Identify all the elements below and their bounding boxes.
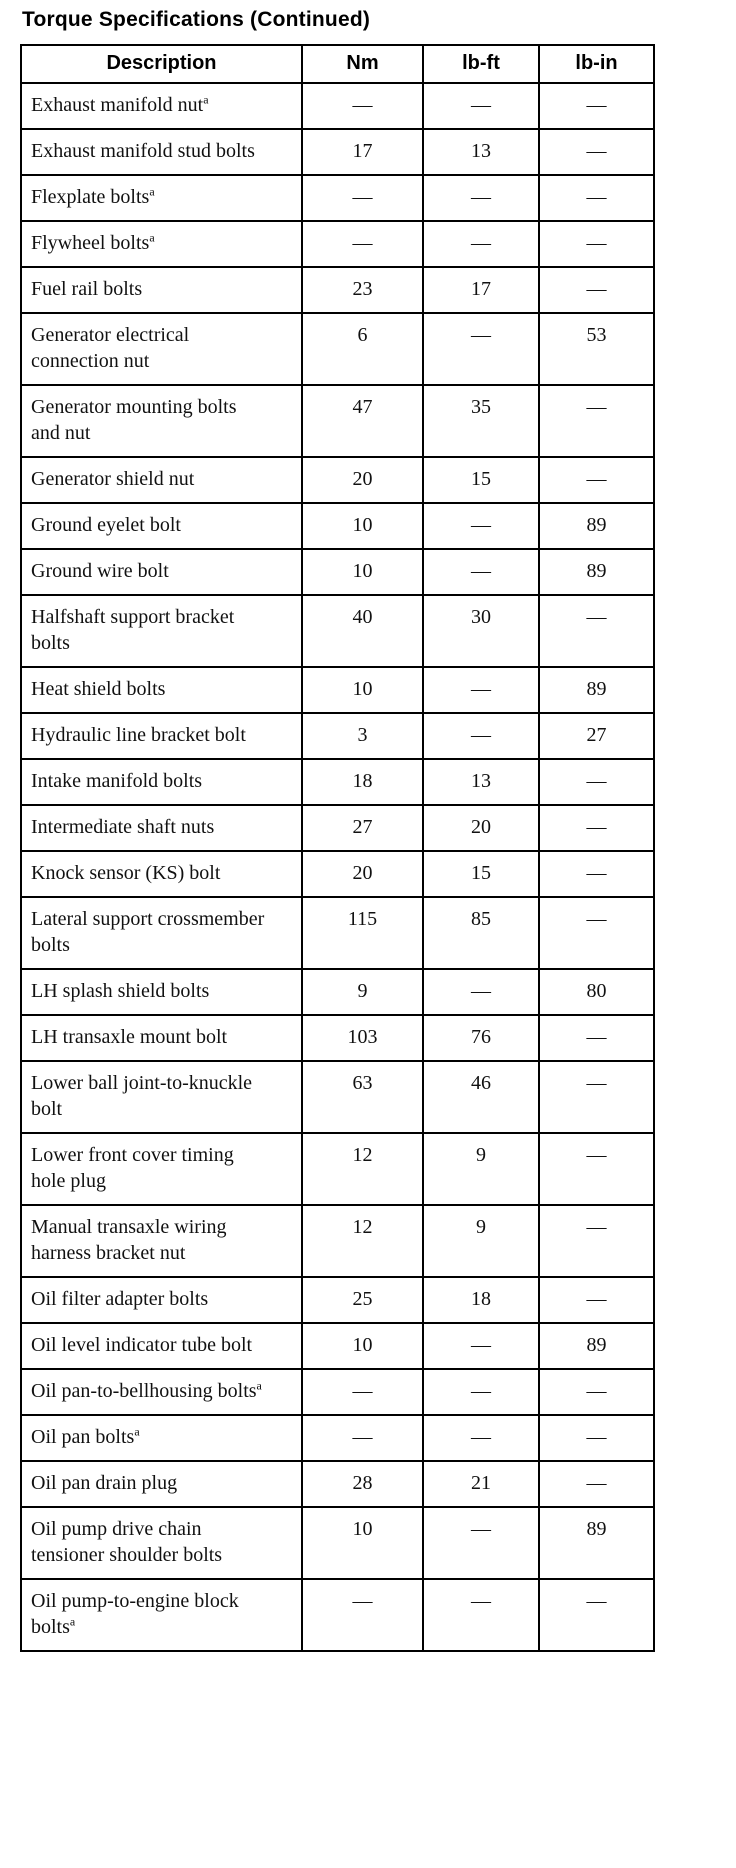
lbin-cell: 89 [539,1323,654,1369]
description-cell: Exhaust manifold stud bolts [21,129,302,175]
lbft-cell: — [423,1369,539,1415]
lbft-cell: — [423,1415,539,1461]
lbin-cell: — [539,175,654,221]
lbin-cell: — [539,457,654,503]
lbin-cell: — [539,129,654,175]
column-header-nm: Nm [302,45,423,83]
lbin-cell: — [539,897,654,969]
lbin-cell: — [539,1061,654,1133]
table-row [21,457,654,503]
description-cell: Lower ball joint-to-knuckle bolt [21,1061,302,1133]
table-row [21,595,654,667]
description-cell: Oil pump-to-engine block bolts$^a$ [21,1579,302,1651]
table-row [21,267,654,313]
lbft-cell: — [423,83,539,129]
nm-cell: 20 [302,851,423,897]
description-cell: Hydraulic line bracket bolt [21,713,302,759]
lbin-cell: — [539,851,654,897]
nm-cell: 115 [302,897,423,969]
lbft-cell: — [423,313,539,385]
description-cell: LH splash shield bolts [21,969,302,1015]
description-cell: Intermediate shaft nuts [21,805,302,851]
description-cell: Oil filter adapter bolts [21,1277,302,1323]
nm-cell: — [302,1369,423,1415]
lbft-cell: — [423,667,539,713]
footnote-marker: a [134,1424,140,1439]
table-row [21,1507,654,1579]
lbin-cell: 89 [539,503,654,549]
lbin-cell: — [539,1277,654,1323]
description-cell: Manual transaxle wiring harness bracket nut [21,1205,302,1277]
nm-cell: 3 [302,713,423,759]
description-cell: Oil pan bolts$^a$ [21,1415,302,1461]
table-row [21,713,654,759]
table-row [21,667,654,713]
column-header-lbft: lb-ft [423,45,539,83]
lbin-cell: — [539,1579,654,1651]
nm-cell: — [302,83,423,129]
nm-cell: — [302,221,423,267]
nm-cell: 10 [302,1507,423,1579]
table-row [21,1133,654,1205]
lbin-cell: 80 [539,969,654,1015]
description-cell: Knock sensor (KS) bolt [21,851,302,897]
description-cell: Oil level indicator tube bolt [21,1323,302,1369]
table-row [21,897,654,969]
description-cell: Heat shield bolts [21,667,302,713]
table-row [21,1277,654,1323]
description-cell: LH transaxle mount bolt [21,1015,302,1061]
lbft-cell: — [423,713,539,759]
description-cell: Fuel rail bolts [21,267,302,313]
nm-cell: 10 [302,1323,423,1369]
page-title: Torque Specifications (Continued) [22,8,371,31]
table-header [21,45,654,83]
lbin-cell: — [539,1369,654,1415]
footnote-marker: a [203,92,209,107]
header-row [21,45,654,83]
lbin-cell: — [539,1461,654,1507]
description-cell: Oil pan-to-bellhousing bolts$^a$ [21,1369,302,1415]
footnote-marker: a [69,1614,76,1629]
lbft-cell: — [423,1323,539,1369]
torque-table-body [21,83,654,1651]
lbft-cell: 76 [423,1015,539,1061]
lbft-cell: 46 [423,1061,539,1133]
nm-cell: 12 [302,1133,423,1205]
nm-cell: 27 [302,805,423,851]
table-row [21,129,654,175]
description-cell: Ground eyelet bolt [21,503,302,549]
description-cell: Generator mounting bolts and nut [21,385,302,457]
torque-spec-table [20,44,655,1652]
table-row [21,1461,654,1507]
lbin-cell: — [539,1205,654,1277]
nm-cell: 103 [302,1015,423,1061]
lbin-cell: — [539,267,654,313]
description-cell: Oil pump drive chain tensioner shoulder bolts [21,1507,302,1579]
lbft-cell: — [423,549,539,595]
nm-cell: 10 [302,549,423,595]
footnote-marker: a [149,184,155,199]
lbft-cell: 20 [423,805,539,851]
nm-cell: 10 [302,667,423,713]
footnote-marker: a [149,230,155,245]
lbin-cell: — [539,1415,654,1461]
table-row [21,969,654,1015]
table-row [21,1323,654,1369]
lbin-cell: 53 [539,313,654,385]
nm-cell: 12 [302,1205,423,1277]
lbft-cell: 13 [423,759,539,805]
footnote-marker: a [256,1378,262,1393]
lbin-cell: — [539,805,654,851]
lbft-cell: — [423,969,539,1015]
table-row [21,385,654,457]
nm-cell: 25 [302,1277,423,1323]
lbft-cell: 9 [423,1205,539,1277]
table-row [21,503,654,549]
table-row [21,759,654,805]
column-header-description: Description [21,45,302,83]
lbft-cell: — [423,175,539,221]
lbft-cell: 18 [423,1277,539,1323]
table-row [21,83,654,129]
nm-cell: — [302,175,423,221]
lbin-cell: — [539,759,654,805]
description-cell: Ground wire bolt [21,549,302,595]
lbft-cell: 9 [423,1133,539,1205]
nm-cell: 6 [302,313,423,385]
nm-cell: 18 [302,759,423,805]
lbin-cell: — [539,595,654,667]
lbft-cell: 13 [423,129,539,175]
nm-cell: — [302,1415,423,1461]
nm-cell: — [302,1579,423,1651]
lbin-cell: 89 [539,667,654,713]
nm-cell: 28 [302,1461,423,1507]
table-row [21,1015,654,1061]
lbft-cell: 21 [423,1461,539,1507]
description-cell: Lower front cover timing hole plug [21,1133,302,1205]
column-header-lbin: lb-in [539,45,654,83]
lbin-cell: — [539,221,654,267]
lbin-cell: 27 [539,713,654,759]
lbin-cell: — [539,1133,654,1205]
table-row [21,175,654,221]
nm-cell: 23 [302,267,423,313]
description-cell: Intake manifold bolts [21,759,302,805]
description-cell: Flywheel bolts$^a$ [21,221,302,267]
table-row [21,1205,654,1277]
nm-cell: 40 [302,595,423,667]
lbin-cell: 89 [539,1507,654,1579]
table-row [21,221,654,267]
description-cell: Lateral support crossmember bolts [21,897,302,969]
lbft-cell: 30 [423,595,539,667]
lbft-cell: 35 [423,385,539,457]
table-row [21,805,654,851]
description-cell: Halfshaft support bracket bolts [21,595,302,667]
lbft-cell: — [423,1507,539,1579]
table-row [21,1579,654,1651]
table-row [21,313,654,385]
lbin-cell: — [539,385,654,457]
lbft-cell: 17 [423,267,539,313]
nm-cell: 10 [302,503,423,549]
table-row [21,851,654,897]
nm-cell: 17 [302,129,423,175]
lbft-cell: 85 [423,897,539,969]
description-cell: Exhaust manifold nut$^a$ [21,83,302,129]
description-cell: Flexplate bolts$^a$ [21,175,302,221]
nm-cell: 47 [302,385,423,457]
description-cell: Oil pan drain plug [21,1461,302,1507]
lbft-cell: — [423,1579,539,1651]
lbin-cell: — [539,83,654,129]
lbin-cell: — [539,1015,654,1061]
lbft-cell: 15 [423,457,539,503]
nm-cell: 9 [302,969,423,1015]
lbft-cell: — [423,221,539,267]
nm-cell: 20 [302,457,423,503]
lbft-cell: 15 [423,851,539,897]
table-row [21,1061,654,1133]
description-cell: Generator shield nut [21,457,302,503]
table-row [21,1369,654,1415]
description-cell: Generator electrical connection nut [21,313,302,385]
table-row [21,1415,654,1461]
nm-cell: 63 [302,1061,423,1133]
table-row [21,549,654,595]
lbft-cell: — [423,503,539,549]
lbin-cell: 89 [539,549,654,595]
